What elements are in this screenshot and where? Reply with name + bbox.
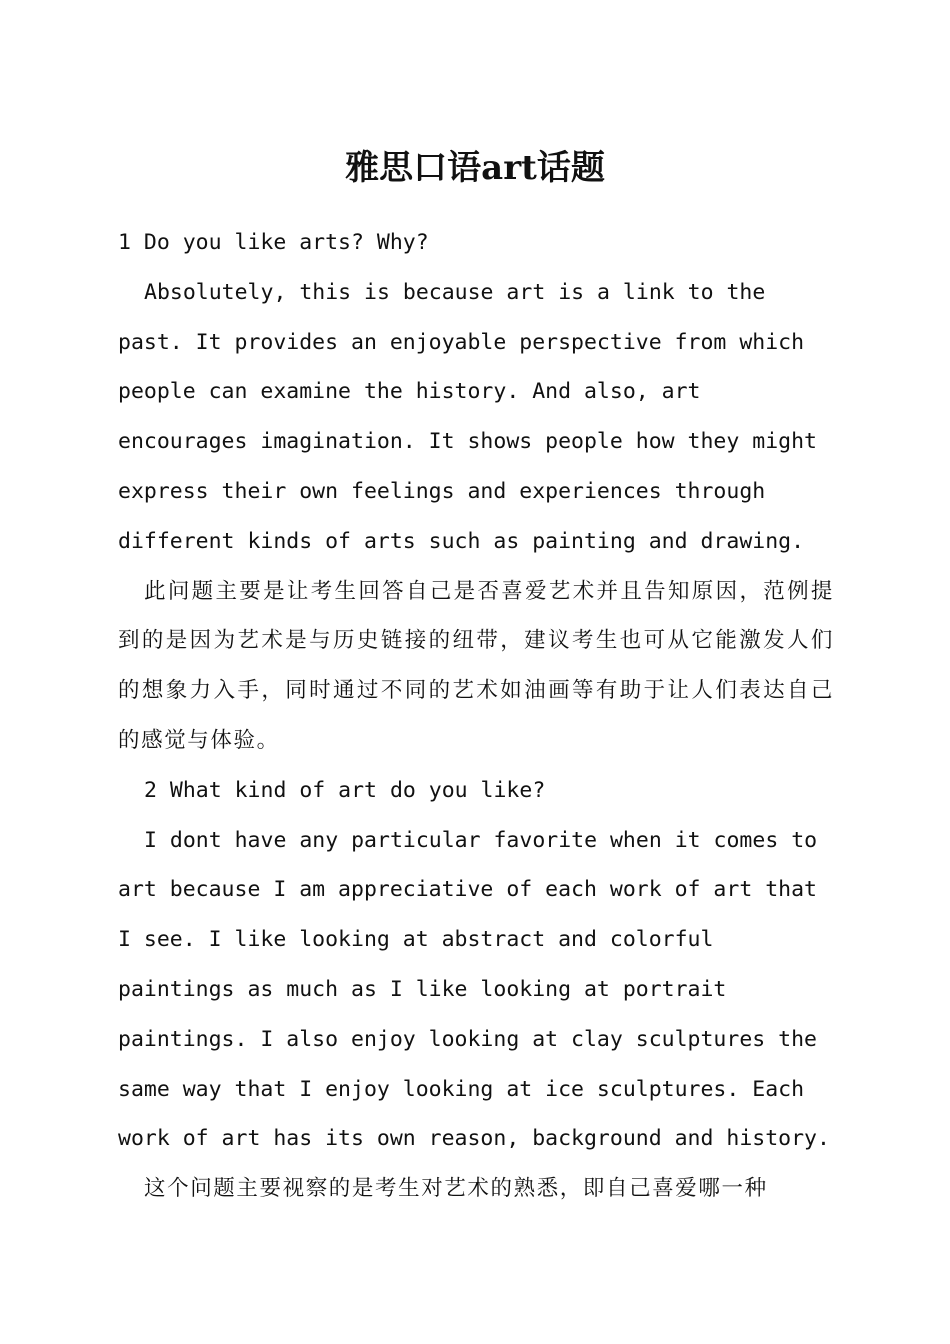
commentary-1: 此问题主要是让考生回答自己是否喜爱艺术并且告知原因，范例提到的是因为艺术是与历史链接的纽带，建议考生也可从它能激发人们的想象力入手，同时通过不同的艺术如油画等有助于让人们表达自己的感觉与体验。	[118, 578, 834, 753]
commentary-2: 这个问题主要视察的是考生对艺术的熟悉，即自己喜爱哪一种	[144, 1176, 768, 1202]
answer-2: I dont have any particular favorite when it comes to art because I am appreciative of each work of art that I see. I like looking at abstract and colorful paintings as much as I like looking at portrait paintings. I also enjoy looking at clay sculptures the same way that I enjoy looking at ice sculptures. Each work of art has its own reason, background and history.	[118, 827, 830, 1152]
question-2: 2 What kind of art do you like?	[144, 777, 546, 803]
question-1: 1 Do you like arts? Why?	[118, 230, 429, 255]
document-title: 雅思口语art话题	[345, 148, 605, 188]
document-body	[118, 218, 834, 1214]
answer-1: Absolutely, this is because art is a link to the past. It provides an enjoyable perspective from which people can examine the history. And also, art encourages imagination. It shows people how they might express their own feelings and experiences through different kinds of arts such as painting and drawing.	[118, 279, 817, 554]
